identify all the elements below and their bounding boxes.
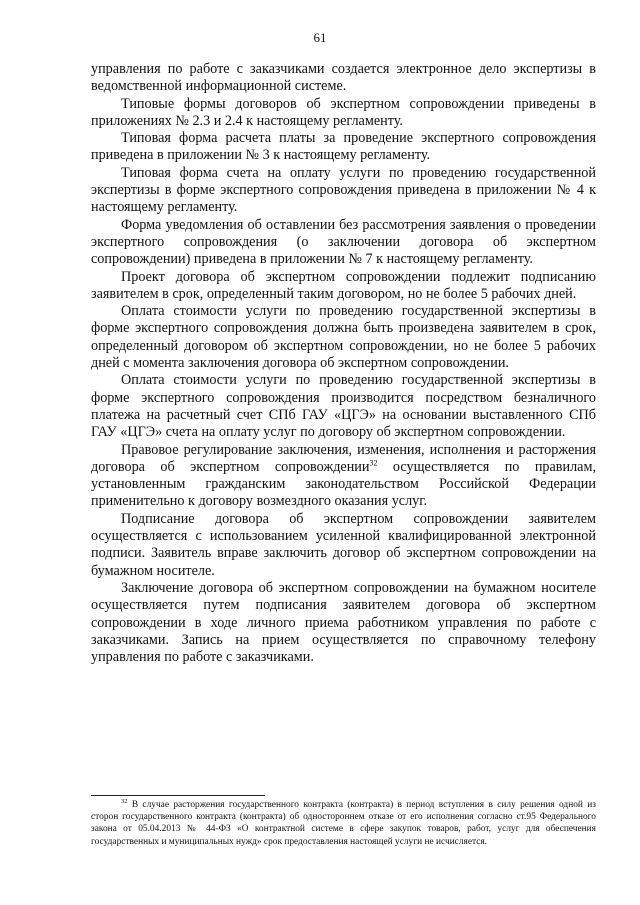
paragraph: Типовые формы договоров об экспертном сопровождении приведены в приложениях № 2.3 и 2.4 к настоящему регламенту. [91, 95, 596, 129]
paragraph: управления по работе с заказчиками создается электронное дело экспертизы в ведомственной информационной системе. [91, 61, 596, 95]
paragraph: Оплата стоимости услуги по проведению государственной экспертизы в форме экспертного сопровождения производится посредством безналичного платежа на расчетный счет СПб ГАУ «ЦГЭ» на основании выставленного СПб ГАУ «ЦГЭ» счета на оплату услуг по договору об экспертном сопровождении. [91, 372, 596, 441]
paragraph: Типовая форма счета на оплату услуги по проведению государственной экспертизы в форме экспертного сопровождения приведена в приложении № 4 к настоящему регламенту. [91, 164, 596, 216]
footnote [91, 799, 596, 848]
footnote-text: В случае расторжения государственного контракта (контракта) в период вступления в силу решения одной из сторон государственного контракта (контракта) об одностороннем отказе от его исполнения согласно ст.95 Федерального закона от 05.04.2013 № 44-ФЗ «О контрактной системе в сфере закупок товаров, работ, услуг для обеспечения государственных и муниципальных нужд» срок предоставления настоящей услуги не исчисляется. [91, 800, 596, 847]
paragraph: Форма уведомления об оставлении без рассмотрения заявления о проведении экспертного сопровождения (о заключении договора об экспертном сопровождении) приведена в приложении № 7 к настоящему регламенту. [91, 216, 596, 268]
paragraph: Оплата стоимости услуги по проведению государственной экспертизы в форме экспертного сопровождения должна быть произведена заявителем в срок, определенный договором об экспертном сопровождении, но не более 5 рабочих дней с момента заключения договора об экспертном сопровождении. [91, 303, 596, 372]
body-text [91, 61, 596, 666]
footnote-marker: 32 [121, 797, 128, 805]
paragraph: Подписание договора об экспертном сопровождении заявителем осуществляется с использованием усиленной квалифицированной электронной подписи. Заявитель вправе заключить договор об экспертном сопровождении на бумажном носителе. [91, 510, 596, 579]
paragraph-text-before: Правовое регулирование заключения, изменения, исполнения и расторжения договора об экспертном сопровождении [91, 441, 596, 475]
paragraph-with-footnote [91, 442, 596, 511]
paragraph-text-after: осуществляется по правилам, установленным гражданским законодательством Российской Федерации применительно к договору возмездного оказания услуг. [91, 458, 596, 510]
paragraph: Заключение договора об экспертном сопровождении на бумажном носителе осуществляется путем подписания заявителем договора об экспертном сопровождении в ходе личного приема работником управления по работе с заказчиками. Запись на прием осуществляется по справочному телефону управления по работе с заказчиками. [91, 579, 596, 666]
page-number: 61 [313, 30, 327, 45]
paragraph: Типовая форма расчета платы за проведение экспертного сопровождения приведена в приложении № 3 к настоящему регламенту. [91, 130, 596, 164]
footnote-separator [91, 795, 265, 796]
footnote-reference[interactable]: 32 [369, 458, 378, 468]
paragraph: Проект договора об экспертном сопровождении подлежит подписанию заявителем в срок, определенный таким договором, но не более 5 рабочих дней. [91, 268, 596, 302]
